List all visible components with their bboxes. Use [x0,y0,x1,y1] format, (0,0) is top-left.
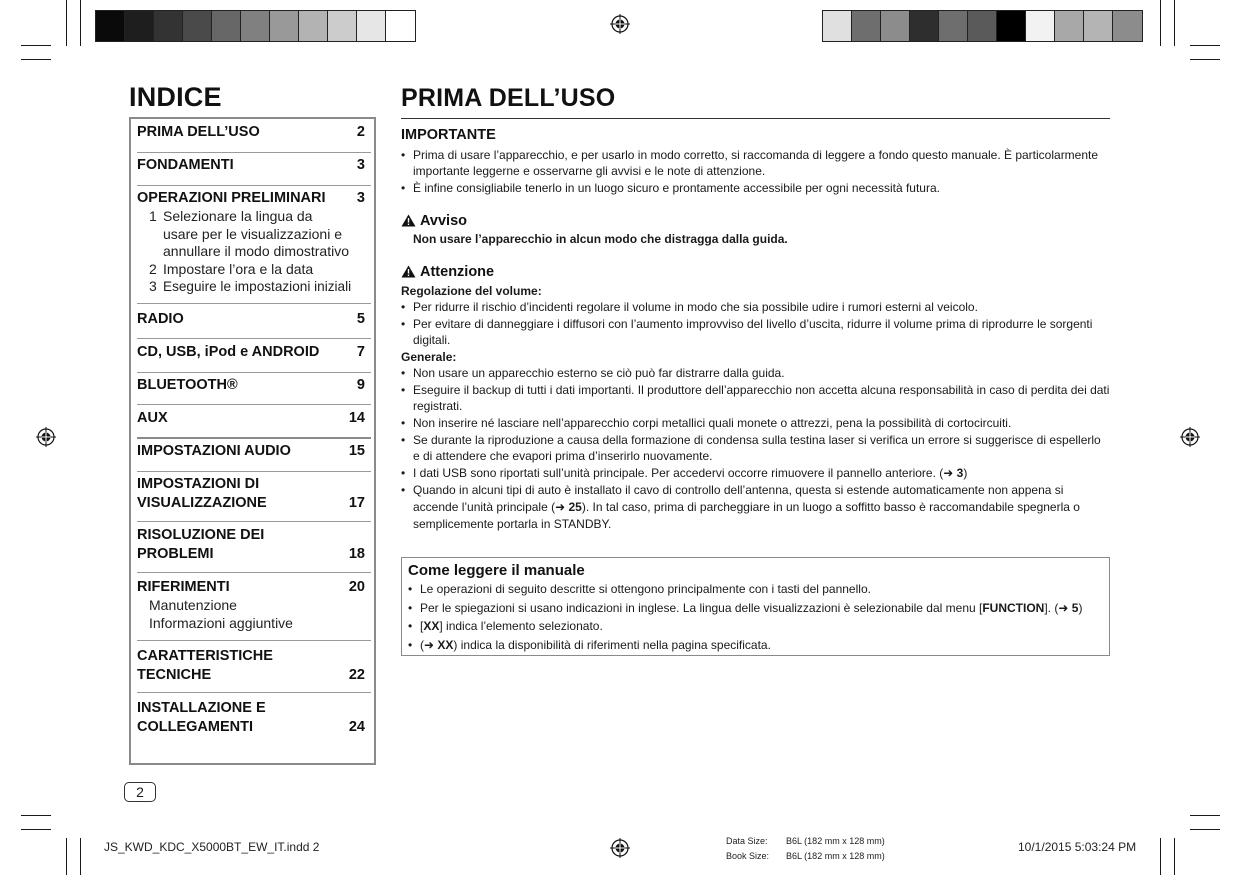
arrow-right-icon: ➜ [943,466,954,480]
index-entry-title: INSTALLAZIONE E [137,700,266,716]
index-entry-title: VISUALIZZAZIONE [137,495,267,511]
index-entry-page: 3 [356,157,365,173]
slug-filename: JS_KWD_KDC_X5000BT_EW_IT.indd 2 [104,840,320,854]
page-title: PRIMA DELL’USO [401,84,616,112]
index-entry[interactable] [137,376,371,405]
index-entry-title: CARATTERISTICHE [137,648,273,664]
subentry-number: 3 [149,278,157,294]
index-entry-title: COLLEGAMENTI [137,719,253,735]
index-entry-title: IMPOSTAZIONI AUDIO [137,443,291,459]
bullet-item: • È infine consigliabile tenerlo in un luogo sicuro e prontamente accessibile per ogni necessità futura. [401,180,1110,196]
avviso-title: Avviso [420,213,468,229]
index-box [129,117,376,765]
registration-mark-icon [35,426,57,448]
index-heading: INDICE [129,82,222,112]
index-entry-page: 22 [348,667,365,683]
title-rule [401,118,1110,119]
color-swatch [852,11,881,41]
attenzione-title: Attenzione [420,264,495,280]
index-entry-page: 3 [356,190,365,206]
warning-icon [401,265,416,278]
subentry-line: usare per le visualizzazioni e [163,225,342,242]
index-entry[interactable] [137,123,371,153]
attenzione-section [401,283,1110,534]
manual-title: Come leggere il manuale [408,562,585,579]
index-entry-page: 7 [356,344,365,360]
page-reference[interactable]: 3 [956,466,964,480]
color-swatch [939,11,968,41]
bullet-item: • Eseguire il backup di tutti i dati importanti. Il produttore dell’apparecchio non accetta alcuna responsabilità in caso di perdita dei dati registrati. [401,382,1110,414]
arrow-right-icon: ➜ [424,637,435,652]
index-entry-page: 2 [356,124,365,140]
key-label: XX [437,637,454,652]
bullet-item: • Per ridurre il rischio d’incidenti regolare il volume in modo che sia possibile udire i rumori esterni al veicolo. [401,299,1110,315]
color-swatch [125,11,154,41]
color-swatch [270,11,299,41]
index-entry[interactable] [137,699,371,745]
color-swatch [910,11,939,41]
registration-mark-icon [1179,426,1201,448]
index-entry-title: FONDAMENTI [137,157,234,173]
manual-text: [ [420,619,424,633]
slug-data-size-label: Data Size: [726,836,768,846]
key-label: XX [423,619,440,633]
usb-text-close: ) [963,466,968,480]
index-subentry[interactable]: Manutenzione [149,597,237,613]
warning-icon [401,214,416,227]
page-reference[interactable]: 5 [1071,600,1079,615]
manual-box [401,557,1110,656]
bullet-item [408,637,1103,655]
bullet-item: • Se durante la riproduzione a causa della formazione di condensa sulla testina laser si verifica un errore si suggerisce di espellerlo e di attendere che evapori prima d’inserirlo nuovamente. [401,432,1110,464]
color-swatch [1026,11,1055,41]
index-entry-page: 15 [348,443,365,459]
importante-heading: IMPORTANTE [401,127,496,143]
bullet-item [401,465,1110,481]
color-swatch [212,11,241,41]
index-entry-title: PRIMA DELL’USO [137,124,260,140]
index-entry[interactable] [137,156,371,186]
bullet-item: • Per evitare di danneggiare i diffusori con l’aumento improvviso del livello d’uscita, ridurre il volume prima di riprodurre le sorgenti digitali. [401,316,1110,348]
color-swatch [1055,11,1084,41]
registration-mark-icon [609,837,631,859]
subentry-line: Eseguire le impostazioni iniziali [163,279,352,294]
color-swatch [241,11,270,41]
subentry-number: 2 [149,260,157,277]
slug-timestamp: 10/1/2015 5:03:24 PM [1018,840,1137,854]
page-number: 2 [124,782,156,802]
bullet-item [408,600,1103,618]
arrow-right-icon: ➜ [555,500,566,514]
manual-text: ) [1078,600,1083,615]
avviso-text: Non usare l’apparecchio in alcun modo che distragga dalla guida. [413,232,788,246]
index-entry-title: RADIO [137,311,184,327]
bullet-item: • Non inserire né lasciare nell’apparecchio corpi metallici quali monete o attrezzi, pena la possibilità di cortocircuiti. [401,415,1110,431]
index-entry[interactable] [137,526,371,573]
volume-subheading: Regolazione del volume: [401,284,542,298]
subentry-line: Impostare l’ora e la data [163,260,314,277]
avviso-heading [401,213,467,229]
index-entry-page: 18 [348,546,365,562]
color-swatch [997,11,1026,41]
attenzione-heading [401,264,494,280]
subentry-number: 1 [149,208,157,224]
slug-book-size-value: B6L (182 mm x 128 mm) [786,851,885,861]
index-entry-title: RIFERIMENTI [137,579,230,595]
bullet-item: • Prima di usare l’apparecchio, e per usarlo in modo corretto, si raccomanda di leggere a fondo questo manuale. È particolarmente importante leggerne e osservarne gli avvisi e le note di attenzione. [401,147,1110,179]
index-entry-page: 20 [348,579,365,595]
index-entry-title: PROBLEMI [137,546,214,562]
antenna-text: Quando in alcuni tipi di auto è installato il cavo di controllo dell’antenna, questa si estende automaticamente non appena si accende l’unità principale ( [413,483,1064,514]
antenna-text-cont: ). In tal caso, prima di parcheggiare in un luogo a soffitto basso è raccomandabile spegnerla o semplicemente portarla in STANDBY. [413,500,1080,531]
color-swatch [1084,11,1113,41]
registration-mark-icon [609,13,631,35]
index-entry-page: 17 [348,495,365,511]
subentry-line: Selezionare la lingua da [163,208,313,224]
page-reference[interactable]: 25 [568,500,582,514]
index-entry[interactable] [137,310,371,339]
index-entry-title: BLUETOOTH® [137,377,238,393]
index-entry-page: 9 [356,377,365,393]
index-entry-page: 14 [348,410,365,426]
index-entry[interactable] [137,647,371,693]
index-entry-title: OPERAZIONI PRELIMINARI [137,190,326,206]
bullet-item [401,482,1110,533]
color-swatch [328,11,357,41]
index-entry[interactable] [137,343,371,373]
index-subentry[interactable] [149,208,371,261]
slug-data-size-value: B6L (182 mm x 128 mm) [786,836,885,846]
manual-text: ) indica la disponibilità di riferimenti nella pagina specificata. [453,637,771,652]
index-entry-page: 5 [356,311,365,327]
key-label: FUNCTION [982,600,1045,615]
color-swatch [1113,11,1142,41]
color-bar-left [95,10,416,42]
generale-subheading: Generale: [401,350,457,364]
manual-text: ] indica l’elemento selezionato. [439,619,603,633]
usb-text: I dati USB sono riportati sull’unità principale. Per accedervi occorre rimuovere il pannello anteriore. ( [413,466,944,480]
bullet-item: • Non usare un apparecchio esterno se ciò può far distrarre dalla guida. [401,365,1110,381]
index-entry-title: TECNICHE [137,667,212,683]
importante-section [401,147,1110,197]
subentry-line: annullare il modo dimostrativo [163,243,349,259]
arrow-right-icon: ➜ [1058,600,1069,615]
color-swatch [96,11,125,41]
color-bar-right [822,10,1143,42]
index-subentry[interactable]: Informazioni aggiuntive [149,614,293,631]
index-entry[interactable] [137,442,371,472]
manual-text: Per le spiegazioni si usano indicazioni in inglese. La lingua delle visualizzazioni è selezionabile dal menu [ [420,600,983,615]
bullet-item [408,618,1103,636]
index-entry[interactable] [137,475,371,522]
color-swatch [154,11,183,41]
color-swatch [183,11,212,41]
color-swatch [386,11,415,41]
index-entry[interactable] [137,578,371,641]
index-entry-page: 24 [348,719,365,735]
color-swatch [299,11,328,41]
color-swatch [881,11,910,41]
index-subentry[interactable] [149,278,385,296]
index-subentry[interactable] [149,261,371,279]
index-entry-title: IMPOSTAZIONI DI [137,476,260,492]
index-entry-title: AUX [137,410,168,426]
index-entry[interactable] [137,409,371,439]
index-entry-title: CD, USB, iPod e ANDROID [137,344,320,360]
bullet-item: • Le operazioni di seguito descritte si ottengono principalmente con i tasti del pannello. [408,581,1103,599]
color-swatch [357,11,386,41]
slug-book-size-label: Book Size: [726,851,770,861]
color-swatch [823,11,852,41]
manual-text: ]. ( [1044,600,1059,615]
color-swatch [968,11,997,41]
index-entry[interactable] [137,189,371,304]
manual-text: ( [420,637,424,652]
index-entry-title: RISOLUZIONE DEI [137,527,265,543]
